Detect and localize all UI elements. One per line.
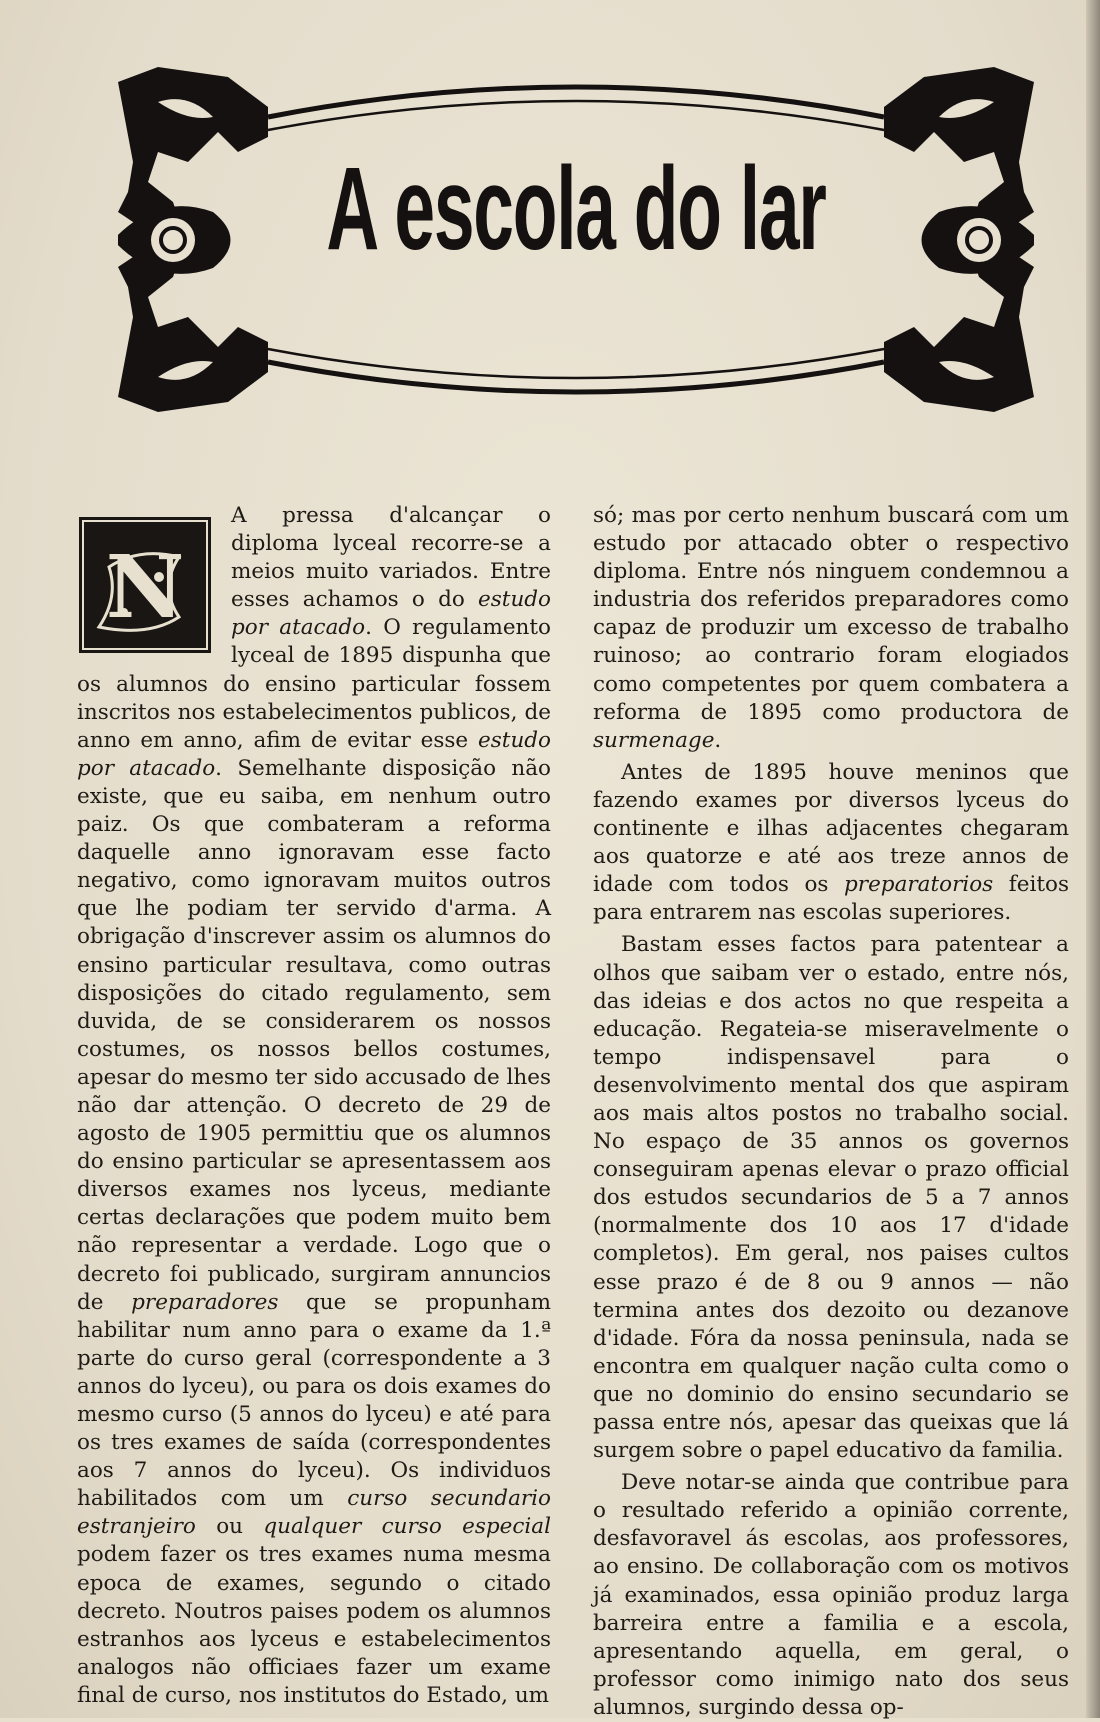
illuminated-drop-cap xyxy=(79,517,211,653)
svg-text:N: N xyxy=(105,537,185,638)
left-paragraph: A pressa d'alcançar o diploma lyceal recorre-se a meios muito variados. Entre esses achamos o do estudo por atacado. O regulamento lyceal de 1895 dispunha que os alumnos do ensino particular fossem inscritos nos estabelecimentos publicos, de anno em anno, afim de evitar esse estudo por atacado. Semelhante disposição não existe, que eu saiba, em nenhum outro paiz. Os que combateram a reforma daquelle anno ignoravam esse facto negativo, como ignoravam muitos outros que lhe podiam ter servido d'arma. A obrigação d'inscrever assim os alumnos do ensino particular resultava, como outras disposições do citado regulamento, sem duvida, de se considerarem os nossos costumes, os nossos bellos costumes, apesar do mesmo ter sido accusado de lhes não dar attenção. O decreto de 29 de agosto de 1905 permittiu que os alumnos do ensino particular se apresentassem aos diversos exames nos lyceus, mediante certas declarações que podem muito bem não representar a verdade. Logo que o decreto foi publicado, surgiram annuncios de preparadores que se propunham habilitar num anno para o exame da 1.ª parte do curso geral (correspondente a 3 annos do lyceu), ou para os dois exames do mesmo curso (5 annos do lyceu) e até para os tres exames de saída (correspondentes aos 7 annos do lyceu). Os individuos habilitados com um curso secundario estranjeiro ou qualquer curso especial podem fazer os tres exames numa mesma epoca de exames, segundo o citado decreto. Noutros paises podem os alumnos estranhos aos lyceus e estabelecimentos analogos não officiaes fazer um exame final de curso, nos institutos do Estado, um xyxy=(77,503,551,1708)
right-paragraph-2: Antes de 1895 houve meninos que fazendo exames por diversos lyceus do continente e ilhas adjacentes chegaram aos quatorze e até aos treze annos de idade com todos os preparatorios feitos para entrarem nas escolas superiores. xyxy=(593,759,1069,926)
article-title: A escola do lar xyxy=(326,143,826,275)
right-paragraph-4: Deve notar-se ainda que contribue para o resultado referido a opinião corrente, desfavoravel ás escolas, aos professores, ao ensino. De collaboração com os motivos já examinados, essa opinião produz larga barreira entre a familia e a escola, apresentando aquella, em geral, o professor como inimigo nato dos seus alumnos, surgindo dessa op- xyxy=(593,1470,1069,1720)
page-edge-shadow xyxy=(1086,0,1100,1718)
left-column xyxy=(77,502,551,1710)
right-column xyxy=(593,502,1069,1722)
right-paragraph-1: só; mas por certo nenhum buscará com um estudo por attacado obter o respectivo diploma. Entre nós ninguem condemnou a industria dos referidos preparadores como capaz de produzir um excesso de trabalho ruinoso; ao contrario foram elogiados como competentes por quem combatera a reforma de 1895 como productora de surmenage. xyxy=(593,503,1069,753)
right-paragraph-3: Bastam esses factos para patentear a olhos que saibam ver o estado, entre nós, das ideias e dos actos no que respeita a educação. Regateia-se miseravelmente o tempo indispensavel para o desenvolvimento mental dos que aspiram aos mais altos postos no trabalho social. No espaço de 35 annos os governos conseguiram apenas elevar o prazo official dos estudos secundarios de 5 a 7 annos (normalmente dos 10 aos 17 d'idade completos). Em geral, nos paises cultos esse prazo é de 8 ou 9 annos — não termina antes dos dezoito ou dezanove d'idade. Fóra da nossa peninsula, nada se encontra em qualquer nação culta como o que no dominio do ensino secundario se passa entre nós, apesar das queixas que lá surgem sobre o papel educativo da familia. xyxy=(593,932,1069,1464)
